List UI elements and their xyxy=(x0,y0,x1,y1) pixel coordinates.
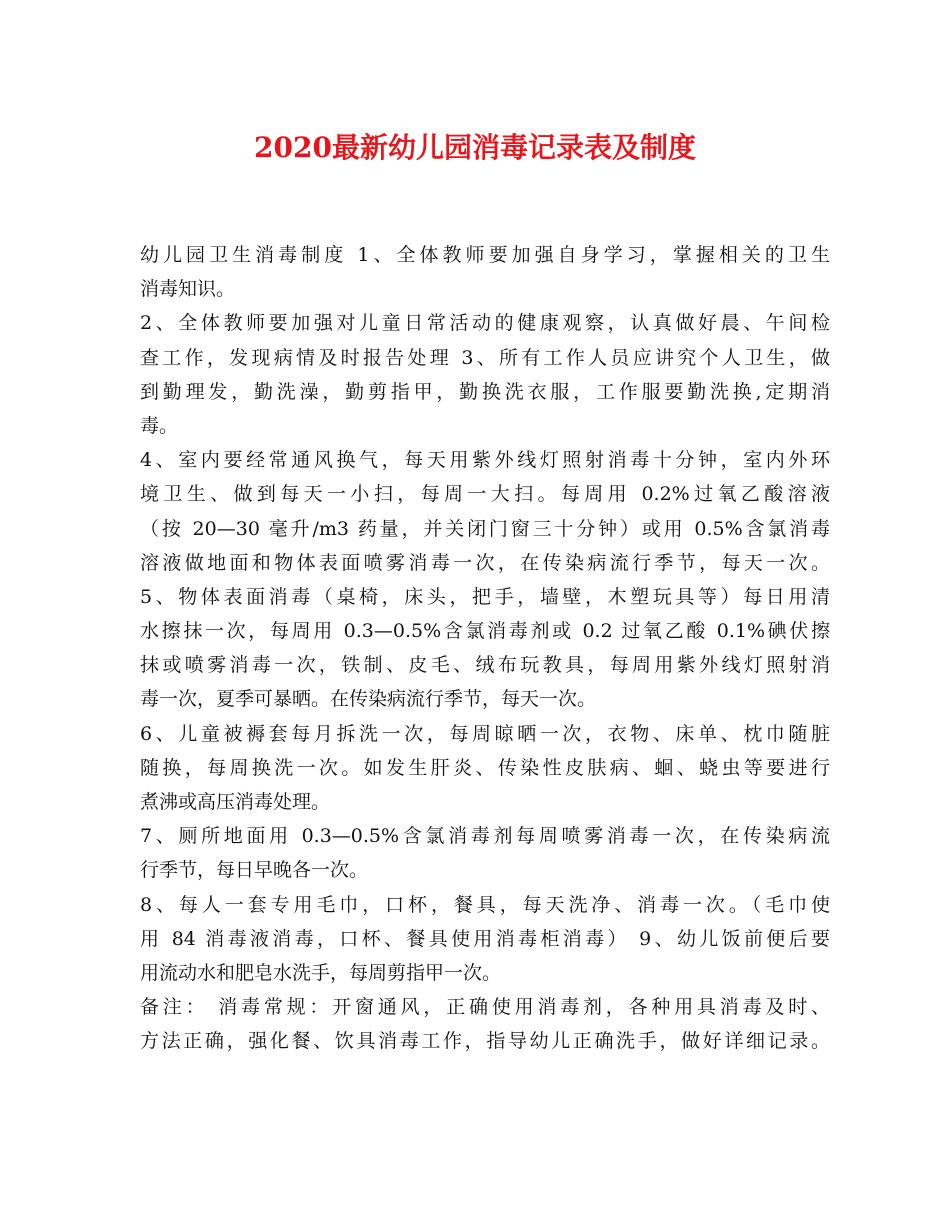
body-line: 用流动水和肥皂水洗手，每周剪指甲一次。 xyxy=(140,961,502,984)
body-line: 2、全体教师要加强对儿童日常活动的健康观察，认真做好晨、午间检 xyxy=(140,312,830,335)
body-line: 水擦抹一次，每周用 0.3—0.5%含氯消毒剂或 0.2 过氧乙酸 0.1%碘伏擦 xyxy=(140,620,830,643)
document-body xyxy=(140,238,830,1059)
body-line: （按 20—30 毫升/m3 药量，并关闭门窗三十分钟）或用 0.5%含氯消毒 xyxy=(140,517,830,540)
body-line: 煮沸或高压消毒处理。 xyxy=(140,791,331,813)
body-line: 抹或喷雾消毒一次，铁制、皮毛、绒布玩教具，每周用紫外线灯照射消 xyxy=(140,654,830,677)
body-line: 5、物体表面消毒（桌椅，床头，把手，墙壁，木塑玩具等）每日用清 xyxy=(140,585,830,608)
body-line: 用 84 消毒液消毒，口杯、餐具使用消毒柜消毒） 9、幼儿饭前便后要 xyxy=(140,927,830,950)
body-line: 7、厕所地面用 0.3—0.5%含氯消毒剂每周喷雾消毒一次，在传染病流 xyxy=(140,825,830,848)
body-line: 毒一次，夏季可暴晒。在传染病流行季节，每天一次。 xyxy=(140,688,597,711)
body-line: 幼儿园卫生消毒制度 1、全体教师要加强自身学习，掌握相关的卫生 xyxy=(140,244,830,266)
body-line: 6、儿童被褥套每月拆洗一次，每周晾晒一次，衣物、床单、枕巾随脏 xyxy=(140,722,830,745)
body-line: 行季节，每日早晚各一次。 xyxy=(140,859,369,882)
body-line: 消毒知识。 xyxy=(140,278,236,301)
body-line: 备注： 消毒常规：开窗通风，正确使用消毒剂，各种用具消毒及时、 xyxy=(140,996,830,1019)
body-line: 查工作，发现病情及时报告处理 3、所有工作人员应讲究个人卫生，做 xyxy=(140,346,830,369)
body-line: 随换，每周换洗一次。如发生肝炎、传染性皮肤病、蛔、蛲虫等要进行 xyxy=(140,756,830,779)
body-line: 溶液做地面和物体表面喷雾消毒一次，在传染病流行季节，每天一次。 xyxy=(140,551,830,574)
body-line: 8、每人一套专用毛巾，口杯，餐具，每天洗净、消毒一次。（毛巾使 xyxy=(140,893,830,916)
body-line: 毒。 xyxy=(140,414,179,437)
body-line: 4、室内要经常通风换气，每天用紫外线灯照射消毒十分钟，室内外环 xyxy=(140,449,830,472)
body-line: 到勤理发，勤洗澡，勤剪指甲，勤换洗衣服，工作服要勤洗换,定期消 xyxy=(140,380,830,403)
body-line: 方法正确，强化餐、饮具消毒工作，指导幼儿正确洗手，做好详细记录。 xyxy=(140,1030,830,1053)
body-line: 境卫生、做到每天一小扫，每周一大扫。每周用 0.2%过氧乙酸溶液 xyxy=(140,483,830,506)
document-title: 2020最新幼儿园消毒记录表及制度 xyxy=(254,131,696,164)
